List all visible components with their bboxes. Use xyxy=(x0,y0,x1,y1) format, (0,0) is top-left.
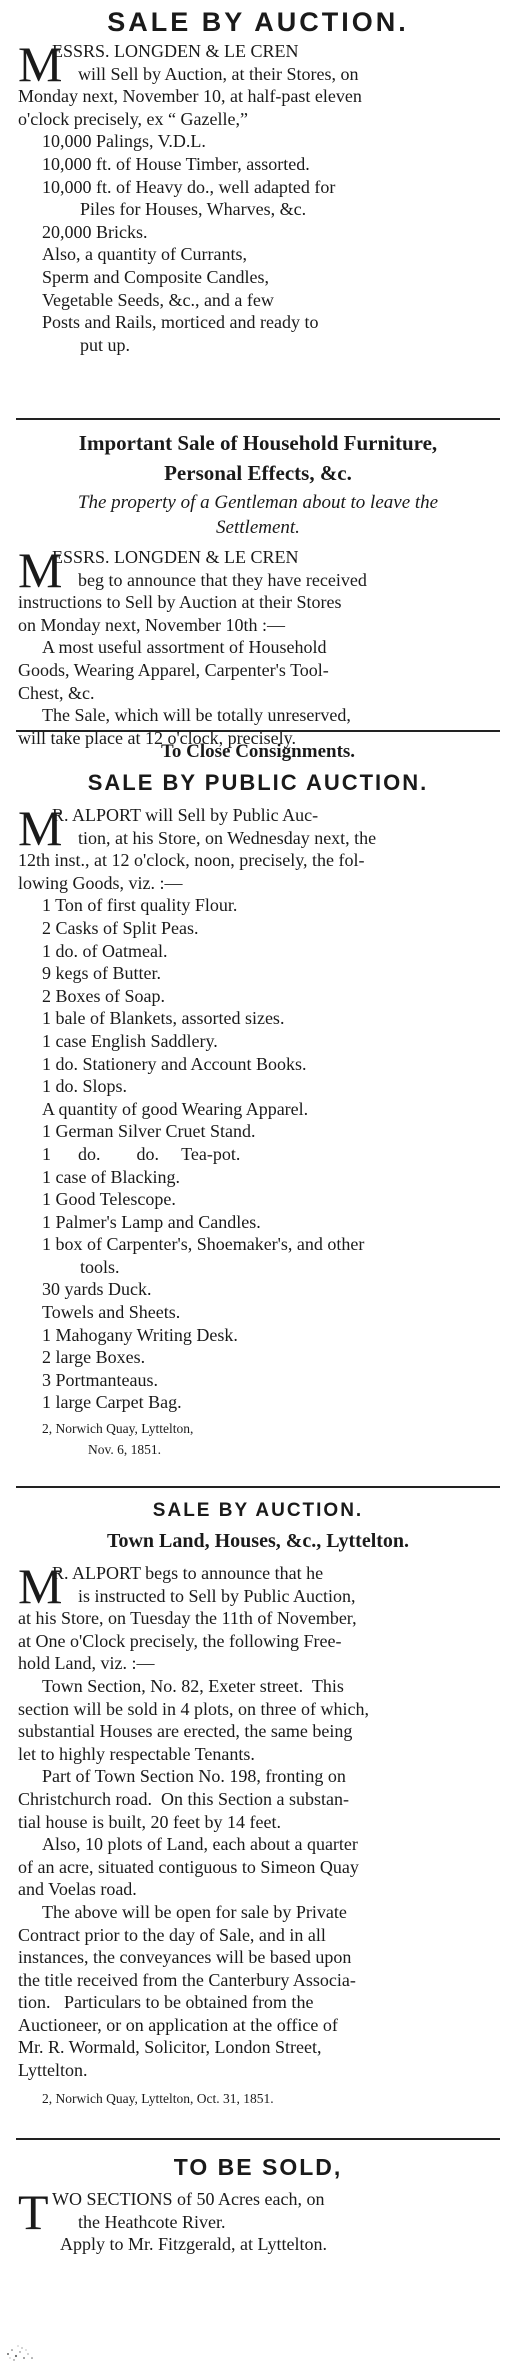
ad3-intro-line: 12th inst., at 12 o'clock, noon, precisely, the fol- xyxy=(18,850,365,871)
ad3-item-line: 1 Good Telescope. xyxy=(42,1189,176,1210)
ad1-intro-line: will Sell by Auction, at their Stores, on xyxy=(78,63,359,84)
ad1-item-line: put up. xyxy=(80,334,131,355)
ad4-body-line: The above will be open for sale by Private xyxy=(42,1901,347,1922)
divider-rule xyxy=(16,2138,500,2140)
ad3-item-line: 2 Casks of Split Peas. xyxy=(42,917,199,938)
ad4-body-line: at his Store, on Tuesday the 11th of November, xyxy=(18,1608,357,1629)
ad4-body-line: hold Land, viz. :— xyxy=(18,1653,155,1674)
ad2-italic-line-2: Settlement. xyxy=(216,517,300,538)
ad1-item-line: Sperm and Composite Candles, xyxy=(42,266,269,287)
ad3-item-line: 1 bale of Blankets, assorted sizes. xyxy=(42,1008,285,1029)
ad3-footer-address: 2, Norwich Quay, Lyttelton, xyxy=(42,1421,194,1437)
ad3-intro-line: tion, at his Store, on Wednesday next, the xyxy=(78,827,377,848)
ad3-item-line: 1 large Carpet Bag. xyxy=(42,1392,182,1413)
ad2-body-line: Chest, &c. xyxy=(18,682,95,703)
divider-rule xyxy=(16,1486,500,1488)
ad4-body-line: Auctioneer, or on application at the office of xyxy=(18,2014,338,2035)
ad2-body-line: The Sale, which will be totally unreserved, xyxy=(42,705,351,726)
ad-town-land-sale xyxy=(18,1496,498,2109)
ad3-item-line: 1 Ton of first quality Flour. xyxy=(42,895,238,916)
ad3-footer-date: Nov. 6, 1851. xyxy=(88,1442,161,1458)
ad3-pre-heading: To Close Consignments. xyxy=(160,741,356,762)
ad3-item-line: 1 case of Blacking. xyxy=(42,1166,180,1187)
ad1-item-list xyxy=(18,130,498,356)
ink-smudge-icon xyxy=(2,2336,42,2364)
ad4-body-line: of an acre, situated contiguous to Simeon Quay xyxy=(18,1856,359,1877)
ad5-body-line: the Heathcote River. xyxy=(78,2211,226,2232)
ad4-body-line: Part of Town Section No. 198, fronting on xyxy=(42,1766,346,1787)
ad4-body-line: R. ALPORT begs to announce that he xyxy=(52,1563,324,1583)
ad-to-be-sold xyxy=(18,2150,498,2256)
ad3-item-line: 1 do. do. Tea-pot. xyxy=(42,1143,241,1164)
ad2-heading-line-1: Important Sale of Household Furniture, xyxy=(78,431,438,455)
ad1-item-line: Vegetable Seeds, &c., and a few xyxy=(42,289,274,310)
ad3-item-line: 30 yards Duck. xyxy=(42,1279,152,1300)
ad4-body-line: tion. Particulars to be obtained from the xyxy=(18,1992,314,2013)
ad5-heading: TO BE SOLD, xyxy=(173,2154,343,2180)
ad4-footer: 2, Norwich Quay, Lyttelton, Oct. 31, 1851. xyxy=(42,2090,274,2106)
ad4-body-line: Christchurch road. On this Section a substan- xyxy=(18,1788,349,1809)
ad4-body-line: Also, 10 plots of Land, each about a quarter xyxy=(42,1834,358,1855)
ad2-dropcap: M xyxy=(18,542,63,598)
ad2-body-line: A most useful assortment of Household xyxy=(42,637,327,658)
ad3-intro-line: R. ALPORT will Sell by Public Auc- xyxy=(52,805,319,825)
ad2-body-line: will take place at 12 o'clock, precisely. xyxy=(18,727,296,748)
ad2-body-line: ESSRS. LONGDEN & LE CREN xyxy=(52,547,299,567)
ad2-body-line: on Monday next, November 10th :— xyxy=(18,614,285,635)
ad4-body-line: section will be sold in 4 plots, on three of which, xyxy=(18,1698,369,1719)
ad3-heading: SALE BY PUBLIC AUCTION. xyxy=(87,770,429,795)
ad3-item-line: Towels and Sheets. xyxy=(42,1302,181,1323)
ad4-body-line: is instructed to Sell by Public Auction, xyxy=(78,1585,356,1606)
ad3-item-line: 2 Boxes of Soap. xyxy=(42,985,165,1006)
ad4-subheading: Town Land, Houses, &c., Lyttelton. xyxy=(106,1530,410,1552)
ad2-body xyxy=(18,542,498,749)
ad4-heading: SALE BY AUCTION. xyxy=(152,1500,364,1521)
divider-rule xyxy=(16,418,500,420)
ad5-dropcap: T xyxy=(18,2184,49,2240)
ad4-body-line: let to highly respectable Tenants. xyxy=(18,1743,255,1764)
ad2-body-line: beg to announce that they have received xyxy=(78,569,367,590)
ad3-item-line: 1 case English Saddlery. xyxy=(42,1030,218,1051)
ad2-body-line: instructions to Sell by Auction at their Stores xyxy=(18,592,342,613)
ad1-item-line: Posts and Rails, morticed and ready to xyxy=(42,312,319,333)
ad3-item-line: tools. xyxy=(80,1256,120,1277)
ad3-item-list xyxy=(18,894,498,1414)
ad3-item-line: 9 kegs of Butter. xyxy=(42,963,161,984)
ad1-item-line: 20,000 Bricks. xyxy=(42,221,148,242)
ad3-item-line: 1 Palmer's Lamp and Candles. xyxy=(42,1211,261,1232)
ad4-body-line: Contract prior to the day of Sale, and in all xyxy=(18,1924,326,1945)
ad4-body-line: instances, the conveyances will be based upon xyxy=(18,1947,352,1968)
ad-household-furniture-sale xyxy=(18,428,498,749)
ad2-heading-line-2: Personal Effects, &c. xyxy=(164,461,352,485)
ad1-intro-line: ESSRS. LONGDEN & LE CREN xyxy=(52,41,299,61)
ad5-body-line: WO SECTIONS of 50 Acres each, on xyxy=(52,2189,325,2209)
ad3-item-line: 2 large Boxes. xyxy=(42,1347,146,1368)
ad4-body-line: Lyttelton. xyxy=(18,2060,88,2081)
ad1-item-line: Piles for Houses, Wharves, &c. xyxy=(80,199,307,220)
ad4-body-line: substantial Houses are erected, the same being xyxy=(18,1721,353,1742)
ad4-body xyxy=(18,1558,498,2082)
ad1-intro xyxy=(18,36,498,130)
ad1-item-line: Also, a quantity of Currants, xyxy=(42,244,247,265)
ad1-item-line: 10,000 Palings, V.D.L. xyxy=(42,131,206,152)
ad3-item-line: 1 do. Slops. xyxy=(42,1076,128,1097)
ad3-intro xyxy=(18,800,498,894)
ad3-dropcap: M xyxy=(18,800,63,856)
ad4-body-line: Mr. R. Wormald, Solicitor, London Street, xyxy=(18,2037,322,2058)
ad4-body-line: at One o'Clock precisely, the following Free- xyxy=(18,1630,342,1651)
ad1-item-line: 10,000 ft. of Heavy do., well adapted for xyxy=(42,176,336,197)
ad4-body-line: tial house is built, 20 feet by 14 feet. xyxy=(18,1811,281,1832)
ad4-body-line: and Voelas road. xyxy=(18,1879,137,1900)
ad3-item-line: A quantity of good Wearing Apparel. xyxy=(42,1098,309,1119)
ad2-body-line: Goods, Wearing Apparel, Carpenter's Tool- xyxy=(18,659,329,680)
ad-sale-by-public-auction xyxy=(18,738,498,1460)
ad1-dropcap: M xyxy=(18,36,63,92)
ad4-dropcap: M xyxy=(18,1558,63,1614)
ad4-body-line: the title received from the Canterbury Associa- xyxy=(18,1969,356,1990)
ad1-intro-line: Monday next, November 10, at half-past eleven xyxy=(18,86,362,107)
ad1-heading: SALE BY AUCTION. xyxy=(107,7,409,37)
ad3-item-line: 1 German Silver Cruet Stand. xyxy=(42,1121,256,1142)
ad3-item-line: 1 do. Stationery and Account Books. xyxy=(42,1053,307,1074)
ad3-intro-line: lowing Goods, viz. :— xyxy=(18,872,183,893)
ad3-item-line: 1 do. of Oatmeal. xyxy=(42,940,168,961)
ad3-item-line: 1 Mahogany Writing Desk. xyxy=(42,1324,238,1345)
ad4-body-line: Town Section, No. 82, Exeter street. This xyxy=(42,1675,344,1696)
ad5-body xyxy=(18,2184,498,2256)
ad1-item-line: 10,000 ft. of House Timber, assorted. xyxy=(42,153,310,174)
ad2-italic-line-1: The property of a Gentleman about to leave the xyxy=(77,492,439,513)
ad1-intro-line: o'clock precisely, ex “ Gazelle,” xyxy=(18,108,248,129)
ad3-item-line: 1 box of Carpenter's, Shoemaker's, and other xyxy=(42,1234,365,1255)
ad5-body-line: Apply to Mr. Fitzgerald, at Lyttelton. xyxy=(60,2234,327,2255)
divider-rule xyxy=(16,730,500,732)
ad-sale-by-auction-longden xyxy=(18,4,498,356)
ad3-item-line: 3 Portmanteaus. xyxy=(42,1369,158,1390)
